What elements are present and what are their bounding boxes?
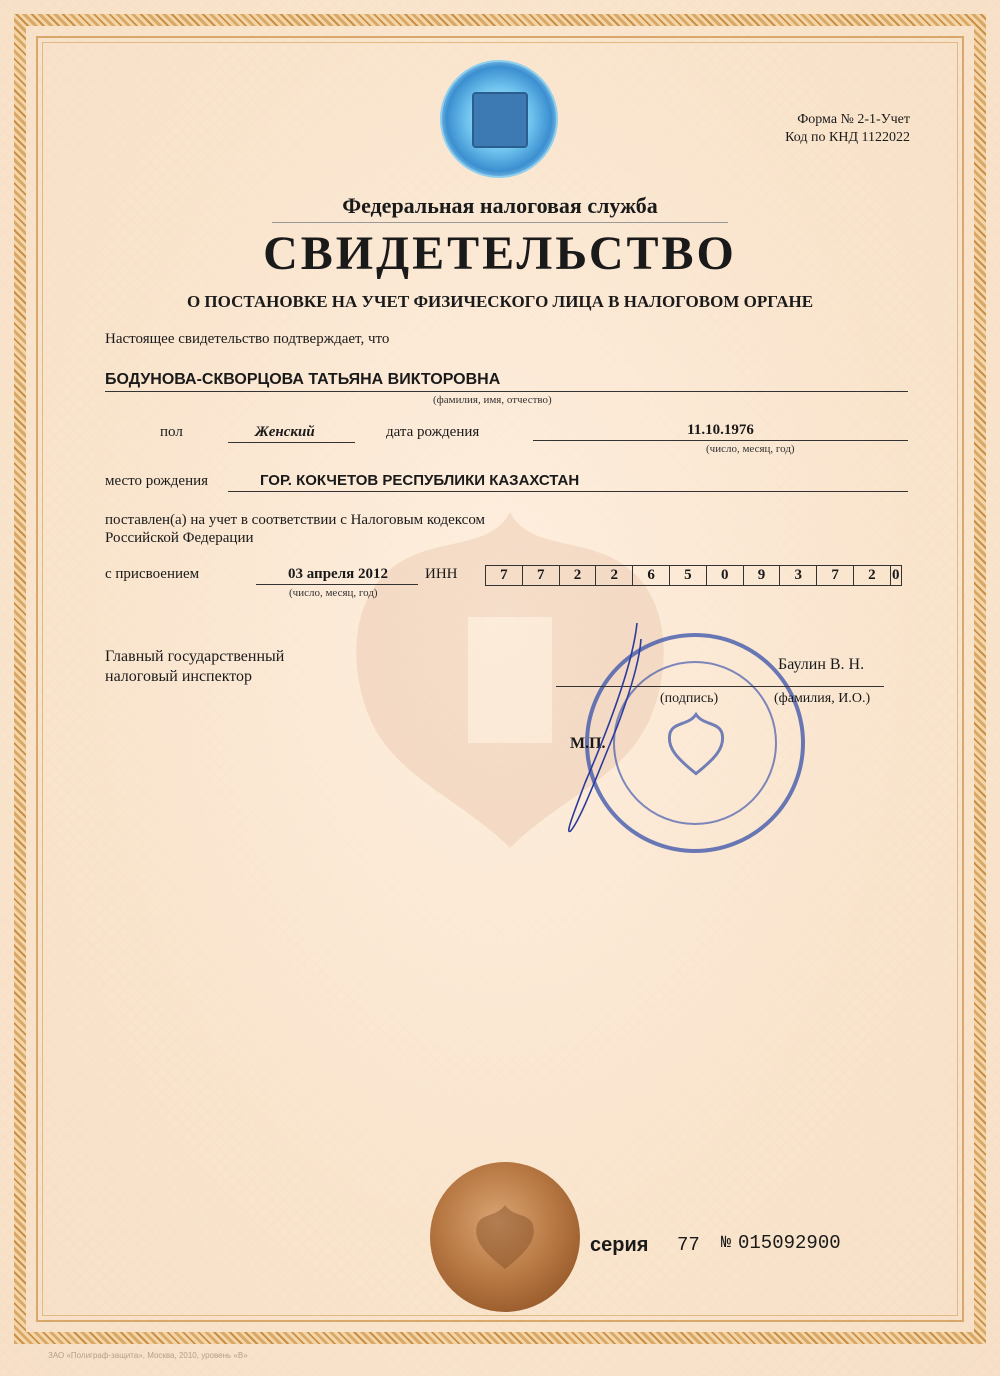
inn-digit: 2	[595, 565, 632, 586]
security-seal-icon	[430, 1162, 580, 1312]
printer-imprint: ЗАО «Полиграф-защита», Москва, 2010, уровень «В»	[48, 1351, 248, 1360]
assigned-date-value: 03 апреля 2012	[288, 566, 388, 582]
birth-place-value: ГОР. КОКЧЕТОВ РЕСПУБЛИКИ КАЗАХСТАН	[260, 472, 580, 489]
inn-digit: 7	[522, 565, 559, 586]
birth-place-label: место рождения	[105, 473, 209, 489]
inn-digit: 7	[816, 565, 853, 586]
inn-digit: 9	[743, 565, 780, 586]
registered-text-line1: поставлен(а) на учет в соответствии с Налоговым кодексом	[105, 512, 486, 528]
document-title: СВИДЕТЕЛЬСТВО	[263, 227, 737, 280]
birth-date-label: дата рождения	[386, 424, 480, 440]
birth-date-line	[533, 440, 908, 441]
birth-place-line	[228, 491, 908, 492]
inn-label: ИНН	[425, 566, 458, 582]
birth-date-value: 11.10.1976	[687, 422, 754, 438]
inn-digit: 2	[853, 565, 890, 586]
eagle-emblem-icon	[472, 92, 528, 148]
inspector-position-line2: налоговый инспектор	[105, 668, 253, 685]
seal-eagle-icon	[465, 1197, 545, 1277]
knd-code: Код по КНД 1122022	[785, 130, 910, 145]
full-name-line	[105, 391, 908, 392]
intro-text: Настоящее свидетельство подтверждает, что	[105, 331, 390, 347]
inn-digit: 7	[485, 565, 522, 586]
inn-digit: 5	[669, 565, 706, 586]
inn-digit: 0	[890, 565, 902, 586]
name-caption: (фамилия, И.О.)	[774, 691, 871, 706]
inn-digit: 6	[632, 565, 669, 586]
signer-name: Баулин В. Н.	[778, 656, 865, 673]
inn-digit: 3	[779, 565, 816, 586]
full-name-caption: (фамилия, имя, отчество)	[433, 394, 552, 406]
document-subtitle: О ПОСТАНОВКЕ НА УЧЕТ ФИЗИЧЕСКОГО ЛИЦА В НАЛОГОВОМ ОРГАНЕ	[186, 292, 814, 311]
inn-digit: 0	[706, 565, 743, 586]
sex-value: Женский	[255, 424, 315, 440]
inspector-position-line1: Главный государственный	[105, 648, 285, 665]
full-name-value: БОДУНОВА-СКВОРЦОВА ТАТЬЯНА ВИКТОРОВНА	[105, 371, 501, 388]
handwritten-signature-icon	[545, 590, 705, 880]
signature-caption: (подпись)	[660, 691, 719, 706]
stamp-place-label: М.П.	[570, 735, 606, 752]
series-label: серия	[590, 1234, 649, 1256]
number-label: №	[721, 1234, 732, 1253]
sex-line	[228, 442, 355, 443]
form-number: Форма № 2-1-Учет	[797, 112, 910, 127]
assigned-date-caption: (число, месяц, год)	[289, 587, 378, 599]
number-value: 015092900	[738, 1232, 841, 1254]
series-value: 77	[677, 1234, 700, 1256]
hologram-emblem-icon	[440, 60, 558, 178]
registered-text-line2: Российской Федерации	[105, 530, 254, 546]
assigned-date-line	[256, 584, 418, 585]
assigned-label: с присвоением	[105, 566, 200, 582]
inn-digit: 2	[559, 565, 596, 586]
agency-name: Федеральная налоговая служба	[342, 193, 658, 218]
birth-date-caption: (число, месяц, год)	[706, 443, 795, 455]
agency-underline	[272, 222, 728, 223]
sex-label: пол	[160, 424, 183, 440]
